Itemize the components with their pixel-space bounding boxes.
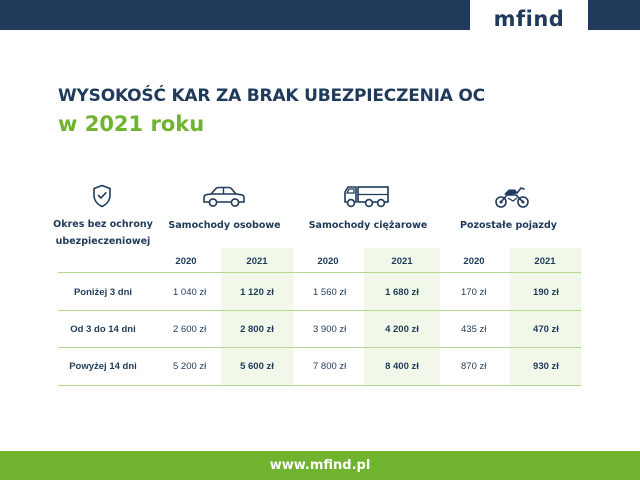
table-cell: 5 200 zł xyxy=(173,361,207,372)
shield-check-icon xyxy=(92,184,112,208)
year-header: 2020 xyxy=(317,256,339,267)
motorcycle-icon xyxy=(494,184,530,210)
year-header: 2021 xyxy=(246,256,268,267)
year-header: 2021 xyxy=(391,256,413,267)
truck-icon xyxy=(343,183,391,209)
table-cell: 3 900 zł xyxy=(313,324,347,335)
table-cell: 930 zł xyxy=(533,361,559,372)
row-label: Poniżej 3 dni xyxy=(73,287,133,298)
table-cell: 870 zł xyxy=(461,361,487,372)
row-label: Od 3 do 14 dni xyxy=(70,324,136,335)
table-cell: 2 600 zł xyxy=(173,324,207,335)
table-cell: 1 120 zł xyxy=(240,287,274,298)
footer-url[interactable]: www.mfind.pl xyxy=(269,458,371,473)
row-divider xyxy=(58,310,581,311)
table-cell: 435 zł xyxy=(461,324,487,335)
page-subtitle: w 2021 roku xyxy=(58,112,205,136)
row-divider xyxy=(58,347,581,348)
group-header-trucks: Samochody ciężarowe xyxy=(308,220,428,231)
table-cell: 8 400 zł xyxy=(385,361,419,372)
first-column-header-line1: Okres bez ochrony xyxy=(53,219,153,230)
first-column-header xyxy=(52,216,154,250)
first-column-header-line2: ubezpieczeniowej xyxy=(55,236,151,247)
table-cell: 170 zł xyxy=(461,287,487,298)
car-icon xyxy=(201,185,247,209)
year-header: 2021 xyxy=(534,256,556,267)
table-cell: 190 zł xyxy=(533,287,559,298)
table-cell: 4 200 zł xyxy=(385,324,419,335)
logo-text: mfind xyxy=(493,7,565,31)
group-header-cars: Samochody osobowe xyxy=(168,220,281,231)
table-cell: 1 560 zł xyxy=(313,287,347,298)
year-header: 2020 xyxy=(463,256,485,267)
table-cell: 1 680 zł xyxy=(385,287,419,298)
logo xyxy=(470,0,588,38)
table-cell: 7 800 zł xyxy=(313,361,347,372)
page-title: WYSOKOŚĆ KAR ZA BRAK UBEZPIECZENIA OC xyxy=(58,86,485,106)
table-cell: 1 040 zł xyxy=(173,287,207,298)
year-header: 2020 xyxy=(175,256,197,267)
table-cell: 470 zł xyxy=(533,324,559,335)
table-cell: 2 800 zł xyxy=(240,324,274,335)
group-header-other: Pozostałe pojazdy xyxy=(460,220,557,231)
footer-band xyxy=(0,451,640,480)
row-divider xyxy=(58,272,581,273)
row-label: Powyżej 14 dni xyxy=(69,361,137,372)
table-cell: 5 600 zł xyxy=(240,361,274,372)
row-divider xyxy=(58,385,581,386)
